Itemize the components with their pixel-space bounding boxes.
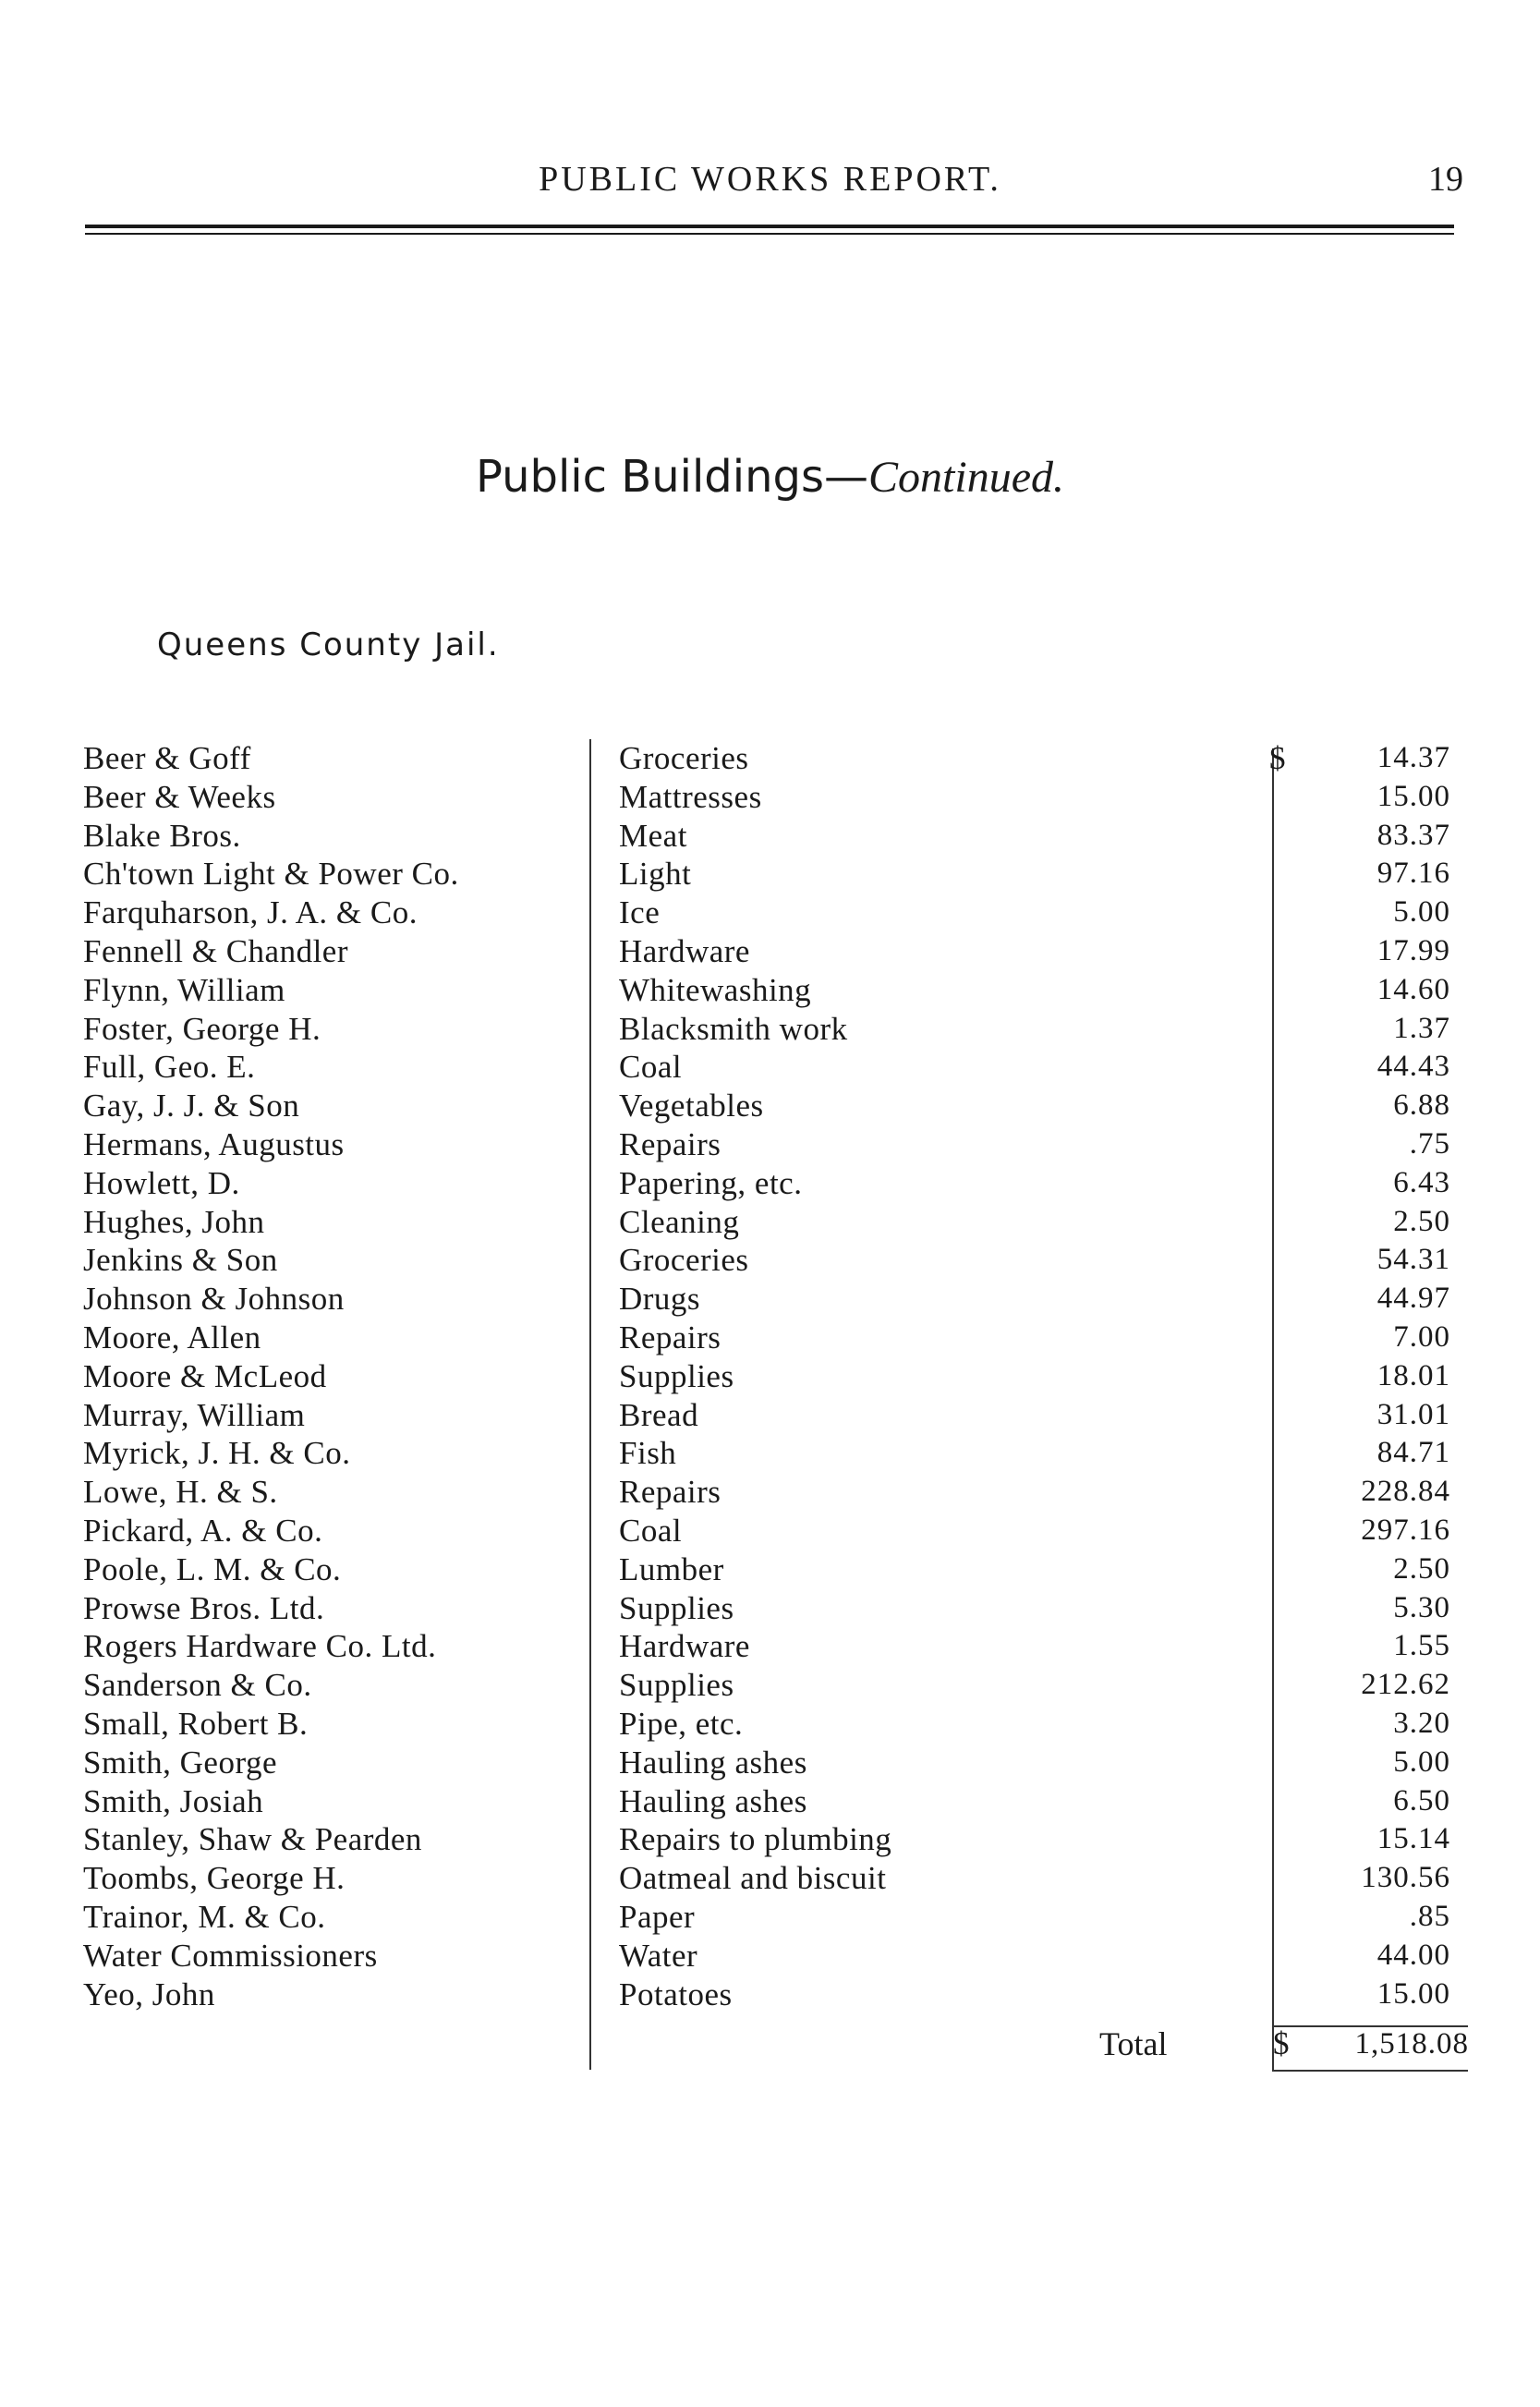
item-description: Lumber <box>619 1550 724 1587</box>
ledger-row <box>83 971 1469 1010</box>
item-description: Supplies <box>619 1357 734 1394</box>
item-description: Blacksmith work <box>619 1010 848 1047</box>
item-description: Bread <box>619 1396 699 1433</box>
item-description: Repairs <box>619 1125 721 1162</box>
ledger-row <box>83 1937 1469 1975</box>
amount: 15.00 <box>1376 1976 1450 2011</box>
ledger-row <box>83 778 1469 817</box>
item-description: Groceries <box>619 1242 749 1279</box>
item-description: Paper <box>619 1898 696 1935</box>
section-title-text: Public Buildings— <box>475 451 869 503</box>
payee-name: Yeo, John <box>83 1975 215 2012</box>
item-description: Groceries <box>619 740 749 776</box>
amount: 15.00 <box>1376 779 1450 813</box>
amount: 228.84 <box>1361 1475 1450 1509</box>
ledger-row <box>83 1241 1469 1280</box>
item-description: Repairs <box>619 1474 721 1511</box>
ledger-row <box>83 1473 1469 1512</box>
amount: 5.30 <box>1393 1590 1450 1624</box>
payee-name: Fennell & Chandler <box>83 932 349 969</box>
item-description: Drugs <box>619 1281 701 1318</box>
item-description: Water <box>619 1937 698 1974</box>
payee-name: Small, Robert B. <box>83 1705 309 1742</box>
ledger-row <box>83 1396 1469 1435</box>
currency-symbol: $ <box>1269 740 1286 776</box>
amount: 5.00 <box>1393 895 1450 930</box>
item-description: Light <box>619 856 692 893</box>
item-description: Hauling ashes <box>619 1782 807 1819</box>
ledger-row <box>83 1744 1469 1782</box>
payee-name: Rogers Hardware Co. Ltd. <box>83 1628 437 1665</box>
payee-name: Hughes, John <box>83 1203 265 1240</box>
ledger-row <box>83 1434 1469 1473</box>
item-description: Supplies <box>619 1589 734 1626</box>
payee-name: Foster, George H. <box>83 1010 321 1047</box>
ledger-row <box>83 1550 1469 1589</box>
ledger-row <box>83 1010 1469 1049</box>
ledger-row <box>83 1203 1469 1242</box>
section-continued: Continued. <box>868 453 1065 502</box>
payee-name: Pickard, A. & Co. <box>83 1512 323 1549</box>
item-description: Cleaning <box>619 1203 740 1240</box>
item-description: Whitewashing <box>619 971 812 1008</box>
amount: 54.31 <box>1376 1243 1450 1277</box>
amount: 14.37 <box>1376 741 1450 774</box>
amount: 2.50 <box>1393 1551 1450 1586</box>
amount: 3.20 <box>1393 1706 1450 1740</box>
item-description: Pipe, etc. <box>619 1705 744 1742</box>
ledger-row <box>83 1164 1469 1203</box>
amount: .75 <box>1409 1126 1450 1161</box>
item-description: Mattresses <box>619 778 762 815</box>
amount: 5.00 <box>1393 1744 1450 1779</box>
amount: 7.00 <box>1393 1319 1450 1354</box>
item-description: Papering, etc. <box>619 1164 803 1201</box>
payee-name: Myrick, J. H. & Co. <box>83 1435 351 1472</box>
ledger-row <box>83 1859 1469 1898</box>
section-title <box>0 451 1540 503</box>
ledger-row <box>83 1125 1469 1164</box>
payee-name: Blake Bros. <box>83 817 241 854</box>
total-label: Total <box>1099 2025 1168 2062</box>
total-amount: 1,518.08 <box>1354 2027 1469 2061</box>
amount: 6.88 <box>1393 1088 1450 1123</box>
payee-name: Smith, George <box>83 1744 278 1781</box>
item-description: Coal <box>619 1512 683 1549</box>
ledger-row <box>83 1666 1469 1705</box>
amount: 44.00 <box>1376 1938 1450 1972</box>
amount: 97.16 <box>1376 857 1450 891</box>
item-description: Hauling ashes <box>619 1744 807 1781</box>
amount: 1.55 <box>1393 1629 1450 1663</box>
payee-name: Beer & Weeks <box>83 778 276 815</box>
payee-name: Trainor, M. & Co. <box>83 1898 326 1935</box>
page-number: 19 <box>1428 160 1463 199</box>
amount: 2.50 <box>1393 1204 1450 1238</box>
amount: 17.99 <box>1376 933 1450 967</box>
running-head: PUBLIC WORKS REPORT. <box>539 160 1001 199</box>
item-description: Repairs <box>619 1319 721 1355</box>
payee-name: Prowse Bros. Ltd. <box>83 1589 325 1626</box>
item-description: Hardware <box>619 932 750 969</box>
total-rule <box>1272 2070 1468 2072</box>
payee-name: Moore, Allen <box>83 1319 261 1355</box>
amount: 44.97 <box>1376 1282 1450 1316</box>
payee-name: Smith, Josiah <box>83 1782 264 1819</box>
ledger-row <box>83 1048 1469 1087</box>
amount: 6.43 <box>1393 1165 1450 1199</box>
ledger-row <box>83 1280 1469 1319</box>
payee-name: Poole, L. M. & Co. <box>83 1550 342 1587</box>
payee-name: Ch'town Light & Power Co. <box>83 856 459 893</box>
ledger-row <box>83 1782 1469 1821</box>
ledger-row <box>83 1627 1469 1666</box>
item-description: Oatmeal and biscuit <box>619 1860 887 1897</box>
payee-name: Moore & McLeod <box>83 1357 327 1394</box>
ledger-row <box>83 739 1469 778</box>
item-description: Vegetables <box>619 1088 764 1124</box>
subsection-title: Queens County Jail. <box>157 626 500 663</box>
ledger-row <box>83 1512 1469 1550</box>
payee-name: Full, Geo. E. <box>83 1049 256 1086</box>
payee-name: Water Commissioners <box>83 1937 378 1974</box>
ledger-row <box>83 894 1469 932</box>
ledger-table <box>83 739 1469 2013</box>
amount: 14.60 <box>1376 972 1450 1006</box>
payee-name: Hermans, Augustus <box>83 1125 345 1162</box>
ledger-row <box>83 1898 1469 1937</box>
amount: 44.43 <box>1376 1050 1450 1084</box>
ledger-row <box>83 1087 1469 1125</box>
item-description: Ice <box>619 894 661 931</box>
item-description: Coal <box>619 1049 683 1086</box>
ledger-row <box>83 855 1469 894</box>
payee-name: Beer & Goff <box>83 740 251 776</box>
payee-name: Lowe, H. & S. <box>83 1474 278 1511</box>
amount: 31.01 <box>1376 1397 1450 1431</box>
payee-name: Gay, J. J. & Son <box>83 1088 300 1124</box>
amount: 83.37 <box>1376 818 1450 852</box>
item-description: Potatoes <box>619 1975 733 2012</box>
total-currency-symbol: $ <box>1273 2025 1290 2061</box>
payee-name: Jenkins & Son <box>83 1242 278 1279</box>
ledger-row <box>83 817 1469 856</box>
payee-name: Toombs, George H. <box>83 1860 346 1897</box>
amount: 84.71 <box>1376 1436 1450 1470</box>
amount: 297.16 <box>1361 1513 1450 1547</box>
amount: 212.62 <box>1361 1668 1450 1702</box>
ledger-row <box>83 932 1469 971</box>
item-description: Meat <box>619 817 687 854</box>
ledger-row <box>83 1705 1469 1744</box>
item-description: Repairs to plumbing <box>619 1821 892 1858</box>
amount: 6.50 <box>1393 1783 1450 1817</box>
item-description: Fish <box>619 1435 677 1472</box>
payee-name: Sanderson & Co. <box>83 1667 312 1704</box>
amount: .85 <box>1409 1899 1450 1933</box>
payee-name: Howlett, D. <box>83 1164 240 1201</box>
ledger-row <box>83 1589 1469 1628</box>
amount: 15.14 <box>1376 1822 1450 1856</box>
column-divider <box>589 739 591 2070</box>
amount: 18.01 <box>1376 1358 1450 1392</box>
payee-name: Murray, William <box>83 1396 306 1433</box>
payee-name: Flynn, William <box>83 971 285 1008</box>
item-description: Hardware <box>619 1628 750 1665</box>
ledger-row <box>83 1357 1469 1396</box>
item-description: Supplies <box>619 1667 734 1704</box>
amount: 130.56 <box>1361 1861 1450 1895</box>
header-rule <box>85 225 1454 228</box>
ledger-row <box>83 1975 1469 2014</box>
payee-name: Farquharson, J. A. & Co. <box>83 894 418 931</box>
ledger-row <box>83 1820 1469 1859</box>
payee-name: Johnson & Johnson <box>83 1281 345 1318</box>
amount: 1.37 <box>1393 1011 1450 1045</box>
amount-column-divider <box>1272 748 1274 2070</box>
payee-name: Stanley, Shaw & Pearden <box>83 1821 422 1858</box>
ledger-row <box>83 1319 1469 1357</box>
header-rule-thin <box>85 233 1454 235</box>
